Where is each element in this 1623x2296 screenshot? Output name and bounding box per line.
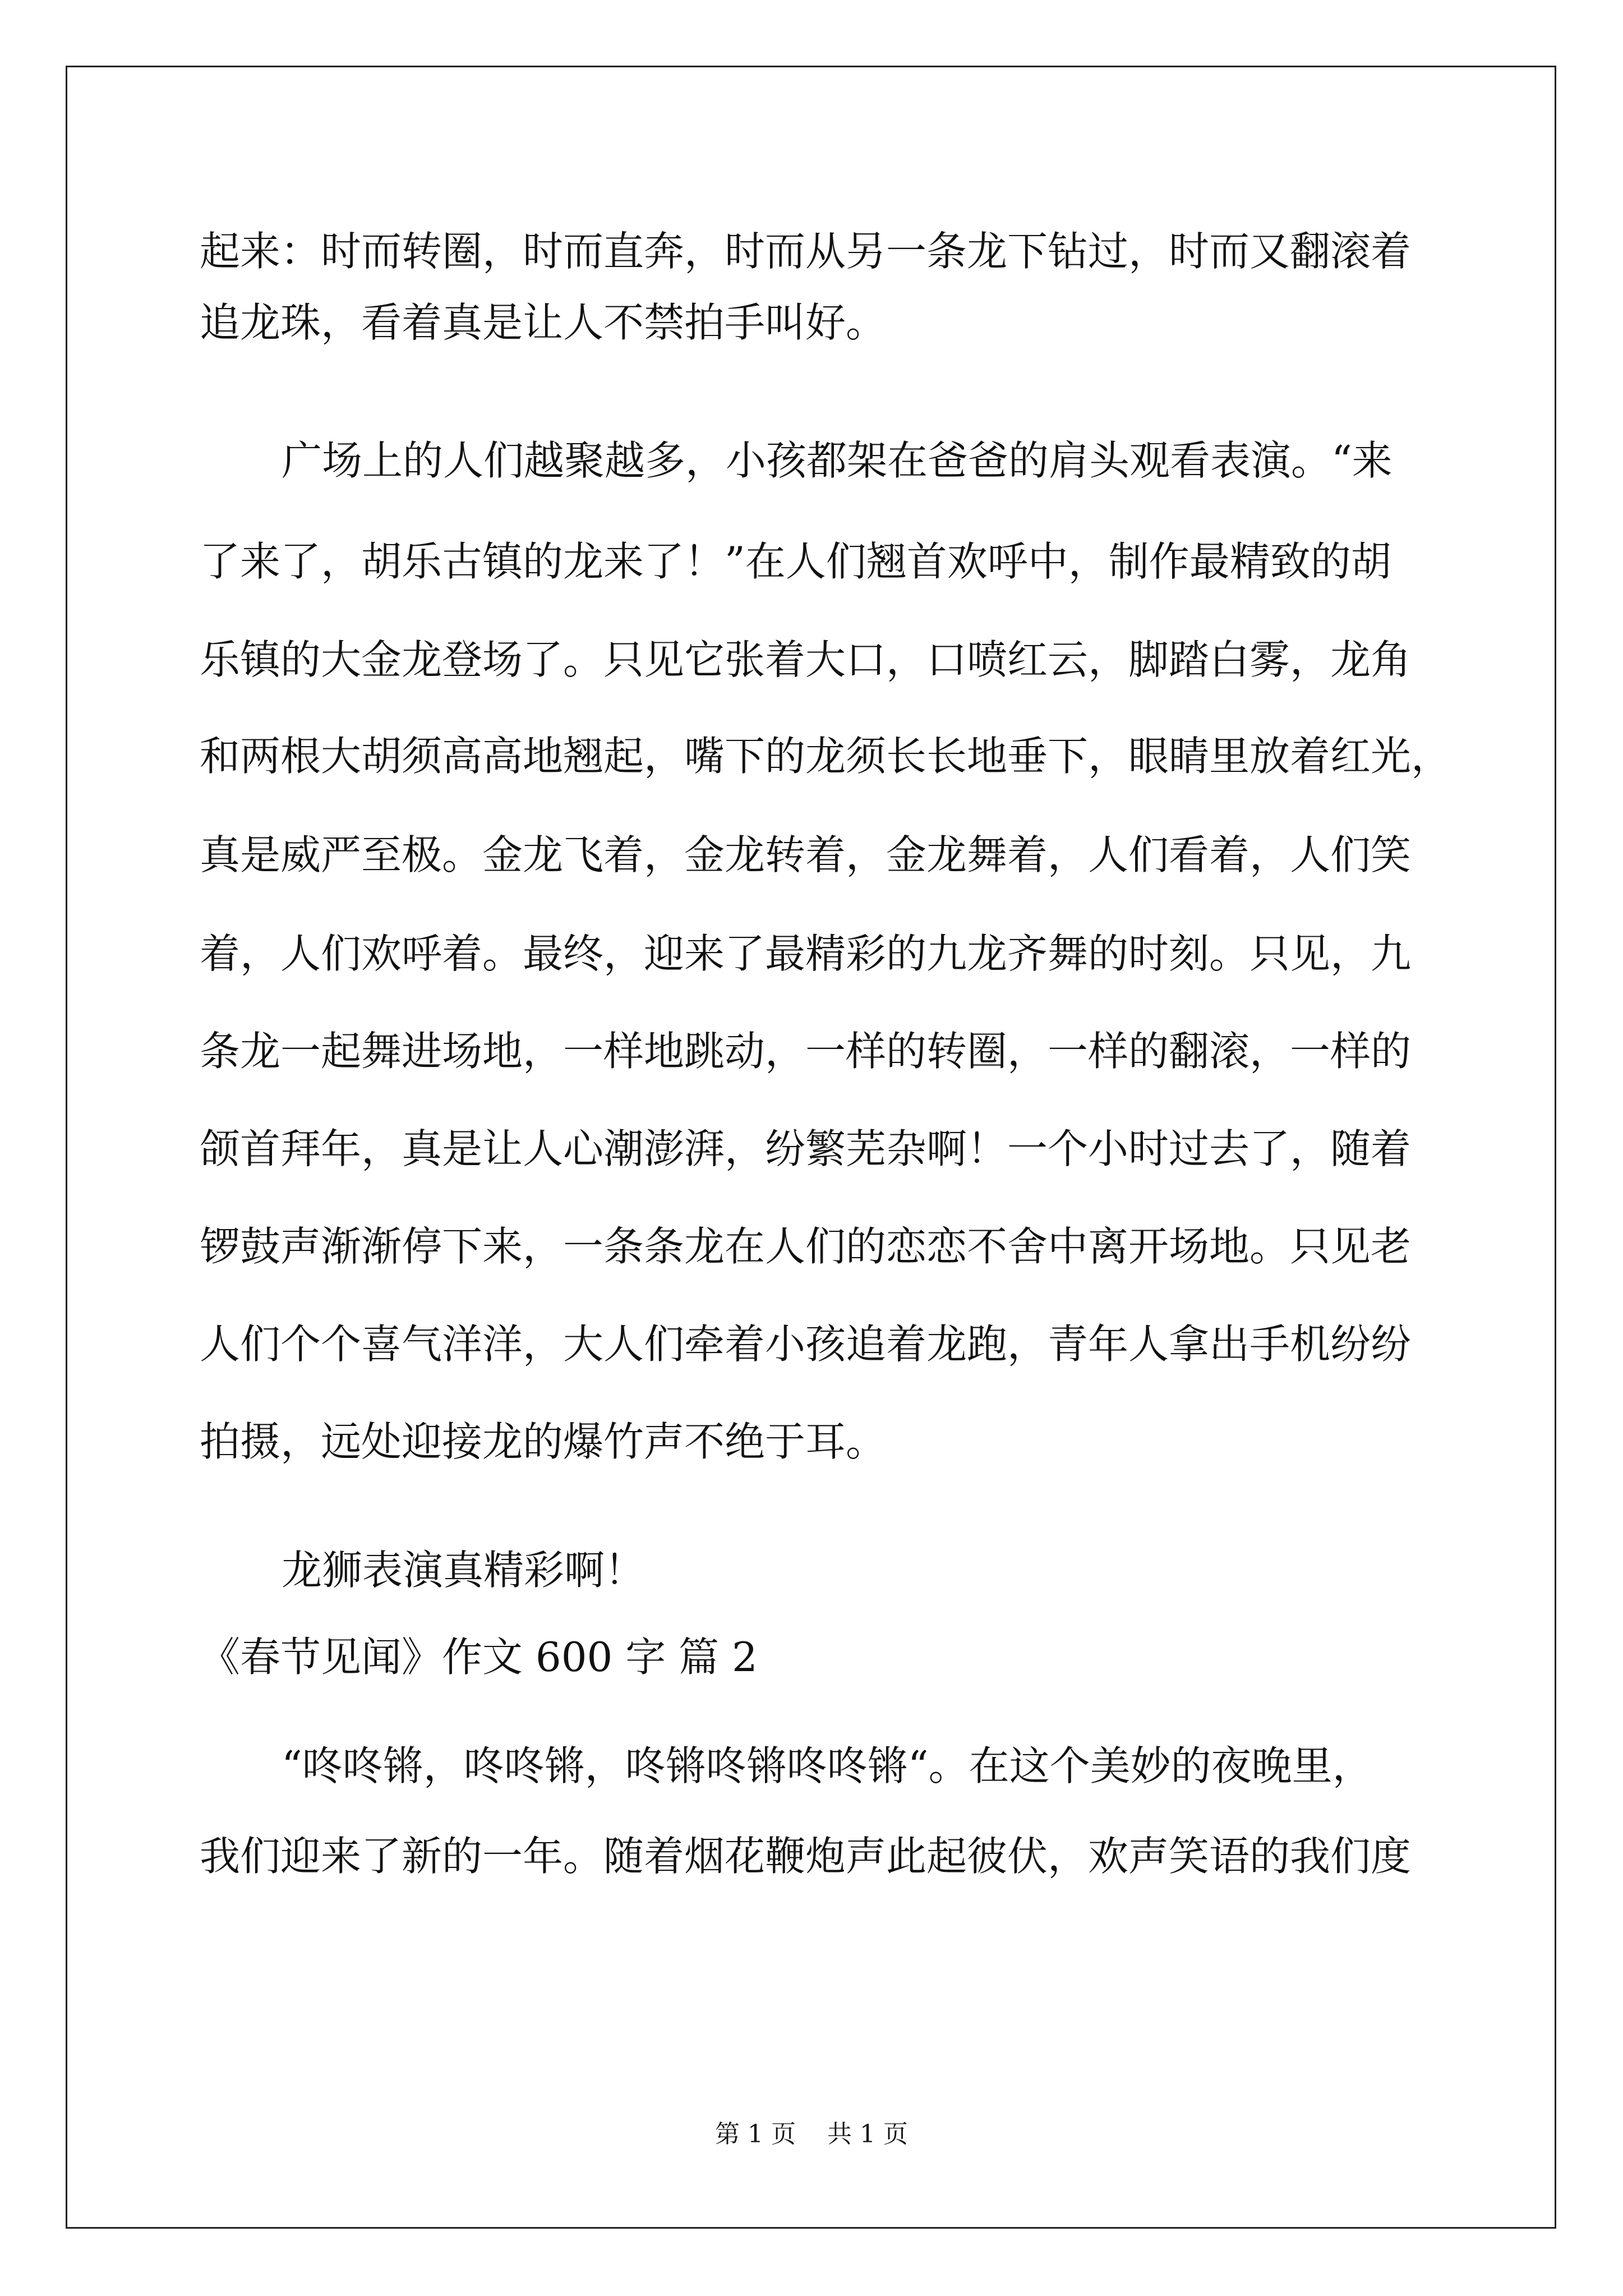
text-line: 追龙珠，看着真是让人不禁拍手叫好。 xyxy=(200,299,887,346)
paragraph-first-line: “咚咚锵，咚咚锵，咚锵咚锵咚咚锵“。在这个美妙的夜晚里， xyxy=(282,1742,1373,1789)
text-line: 真是威严至极。金龙飞着，金龙转着，金龙舞着，人们看着，人们笑 xyxy=(200,831,1412,878)
text-line: 乐镇的大金龙登场了。只见它张着大口，口喷红云，脚踏白雾，龙角 xyxy=(200,636,1412,683)
text-line: 了来了，胡乐古镇的龙来了！”在人们翘首欢呼中，制作最精致的胡 xyxy=(200,538,1391,585)
paragraph-first-line: 广场上的人们越聚越多，小孩都架在爸爸的肩头观看表演。“来 xyxy=(282,437,1393,484)
text-line: 我们迎来了新的一年。随着烟花鞭炮声此起彼伏，欢声笑语的我们度 xyxy=(200,1833,1412,1880)
section-heading: 《春节见闻》作文 600 字 篇 2 xyxy=(200,1634,758,1681)
text-line: 人们个个喜气洋洋，大人们牵着小孩追着龙跑，青年人拿出手机纷纷 xyxy=(200,1320,1412,1368)
paragraph-first-line: 龙狮表演真精彩啊！ xyxy=(282,1547,645,1594)
text-line: 颌首拜年，真是让人心潮澎湃，纷繁芜杂啊！一个小时过去了，随着 xyxy=(200,1125,1412,1172)
text-line: 起来：时而转圈，时而直奔，时而从另一条龙下钻过，时而又翻滚着 xyxy=(200,228,1412,275)
text-line: 拍摄，远处迎接龙的爆竹声不绝于耳。 xyxy=(200,1418,887,1465)
page-footer: 第 1 页 共 1 页 xyxy=(715,2120,908,2148)
text-line: 着，人们欢呼着。最终，迎来了最精彩的九龙齐舞的时刻。只见，九 xyxy=(200,930,1412,977)
text-line: 锣鼓声渐渐停下来，一条条龙在人们的恋恋不舍中离开场地。只见老 xyxy=(200,1223,1412,1270)
text-line: 条龙一起舞进场地，一样地跳动，一样的转圈，一样的翻滚，一样的 xyxy=(200,1028,1412,1075)
text-line: 和两根大胡须高高地翘起，嘴下的龙须长长地垂下，眼睛里放着红光， xyxy=(200,733,1452,780)
